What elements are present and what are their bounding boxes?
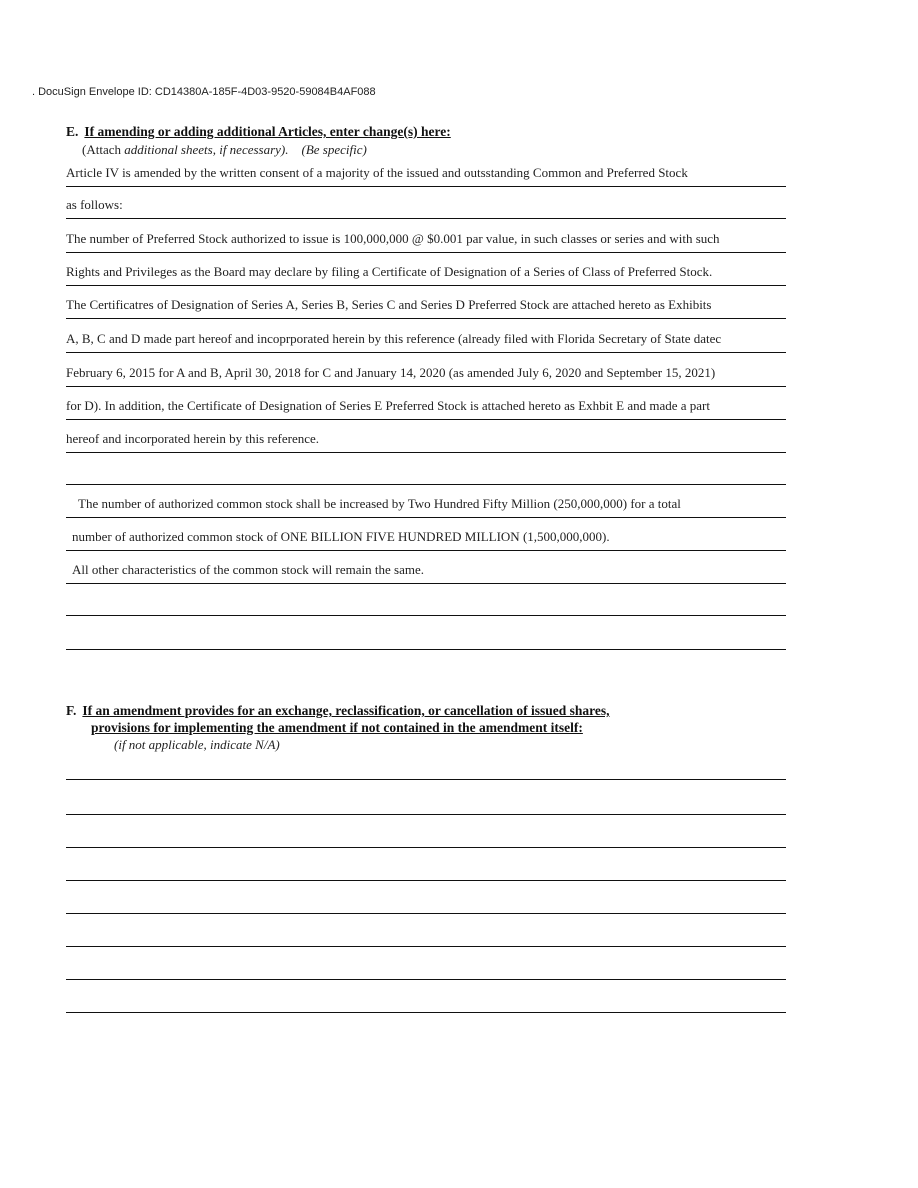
- section-e-line-4-text: Rights and Privileges as the Board may declare by filing a Certificate of Designation of a Series of Class of Preferred Stock.: [66, 264, 713, 279]
- section-f-note: [114, 737, 280, 753]
- section-e-line-14-rule: [66, 615, 786, 616]
- section-e-line-5-rule: [66, 318, 786, 319]
- section-f-heading-2: [91, 720, 583, 736]
- section-e-line-8-text: for D). In addition, the Certificate of Designation of Series E Preferred Stock is attached hereto as Exhbit E and made a part: [66, 398, 711, 413]
- section-e-line-6-rule: [66, 352, 786, 353]
- section-f-line-5-rule: [66, 913, 786, 914]
- section-e-line-1-rule: [66, 186, 786, 187]
- section-e-line-3-rule: [66, 252, 786, 253]
- section-e-line-3-text: The number of Preferred Stock authorized to issue is 100,000,000 @ $0.001 par value, in such classes or series and with such: [66, 231, 720, 246]
- section-e-note-specific: (Be specific): [301, 142, 367, 157]
- section-e-line-11-text: The number of authorized common stock shall be increased by Two Hundred Fifty Million (250,000,000) for a total: [78, 496, 681, 511]
- section-e-line-9-rule: [66, 452, 786, 453]
- section-e-letter: E.: [66, 124, 79, 139]
- section-e-note-italic: additional sheets, if necessary).: [124, 142, 289, 157]
- section-e-heading: [66, 124, 451, 140]
- section-e-line-1-text: Article IV is amended by the written consent of a majority of the issued and outsstanding Common and Preferred Stock: [66, 165, 688, 180]
- section-e-line-7-text: February 6, 2015 for A and B, April 30, 2018 for C and January 14, 2020 (as amended July 6, 2020 and September 15, 2021): [66, 365, 716, 380]
- section-e-line-2-text: as follows:: [66, 197, 123, 212]
- section-e-line-6-text: A, B, C and D made part hereof and incoprporated herein by this reference (already filed with Florida Secretary of State datec: [66, 331, 722, 346]
- section-e-line-12-text: number of authorized common stock of ONE BILLION FIVE HUNDRED MILLION (1,500,000,000).: [72, 529, 610, 544]
- section-e-line-10-rule: [66, 484, 786, 485]
- section-f-heading: [66, 703, 610, 719]
- section-e-note-prefix: (Attach: [82, 142, 125, 157]
- section-e-heading-text: If amending or adding additional Articles, enter change(s) here:: [84, 124, 451, 139]
- section-e-line-13-rule: [66, 583, 786, 584]
- section-f-line-6-rule: [66, 946, 786, 947]
- section-e-line-13-text: All other characteristics of the common stock will remain the same.: [72, 562, 424, 577]
- section-e-line-15-rule: [66, 649, 786, 650]
- section-e-line-2-rule: [66, 218, 786, 219]
- section-e-note: [82, 142, 367, 158]
- section-e-line-11-rule: [66, 517, 786, 518]
- section-f-line-4-rule: [66, 880, 786, 881]
- section-e-line-5-text: The Certificatres of Designation of Series A, Series B, Series C and Series D Preferred Stock are attached hereto as Exhibits: [66, 297, 712, 312]
- section-e-line-4-rule: [66, 285, 786, 286]
- section-e-line-9-text: hereof and incorporated herein by this reference.: [66, 431, 320, 446]
- section-e-line-12-rule: [66, 550, 786, 551]
- section-f-heading-line2: provisions for implementing the amendment if not contained in the amendment itself:: [91, 720, 583, 735]
- section-f-note-text: (if not applicable, indicate N/A): [114, 737, 280, 752]
- section-f-line-7-rule: [66, 979, 786, 980]
- section-f-line-8-rule: [66, 1012, 786, 1013]
- docusign-envelope-id: . DocuSign Envelope ID: CD14380A-185F-4D03-9520-59084B4AF088: [32, 86, 376, 98]
- section-f-line-3-rule: [66, 847, 786, 848]
- section-f-letter: F.: [66, 703, 77, 718]
- section-f-line-2-rule: [66, 814, 786, 815]
- section-f-line-1-rule: [66, 779, 786, 780]
- section-e-line-7-rule: [66, 386, 786, 387]
- section-e-line-8-rule: [66, 419, 786, 420]
- section-f-heading-line1: If an amendment provides for an exchange, reclassification, or cancellation of issued shares,: [82, 703, 610, 718]
